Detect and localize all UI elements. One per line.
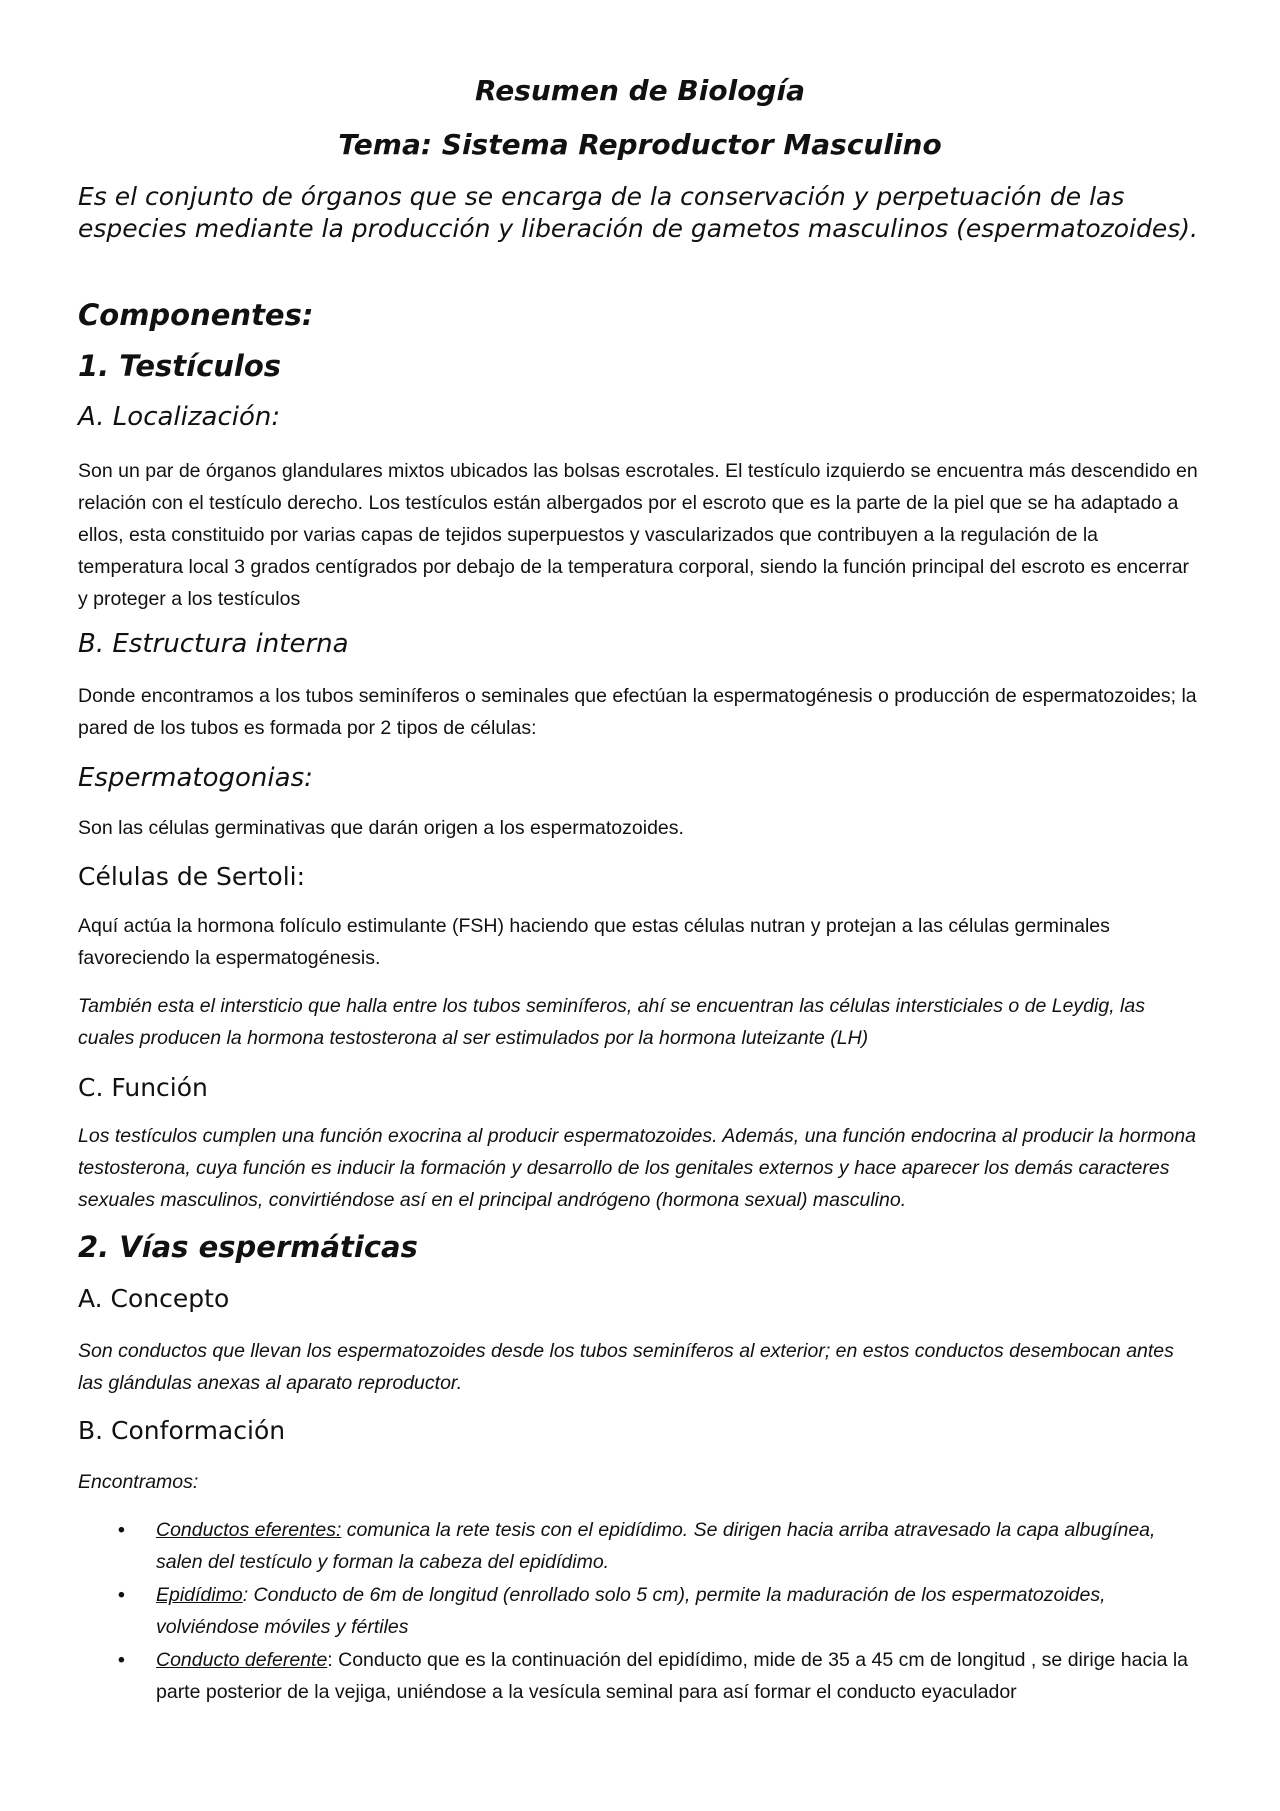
leydig-paragraph: También esta el intersticio que halla entre los tubos seminíferos, ahí se encuentran las células intersticiales o de Leydig, las cuales producen la hormona testosterona al ser estimulados por la hormona luteizante (LH): [78, 995, 1145, 1049]
list-item: [78, 1644, 1203, 1708]
espermatogonias-paragraph: Son las células germinativas que darán origen a los espermatozoides.: [78, 817, 684, 839]
list-item-text: : Conducto de 6m de longitud (enrollado solo 5 cm), permite la maduración de los espermatozoides, volviéndose móviles y fértiles: [156, 1584, 1106, 1638]
funcion-paragraph: Los testículos cumplen una función exocrina al producir espermatozoides. Además, una función endocrina al producir la hormona testosterona, cuya función es inducir la formación y desarrollo de los genitales externos y hace aparecer los demás caracteres sexuales masculinos, convirtiéndose así en el principal andrógeno (hormona sexual) masculino.: [78, 1125, 1196, 1211]
concepto-heading: A. Concepto: [78, 1284, 230, 1313]
list-item-text: : Conducto que es la continuación del epidídimo, mide de 35 a 45 cm de longitud , se dirige hacia la parte posterior de la vejiga, uniéndose a la vesícula seminal para así formar el conducto eyaculador: [156, 1649, 1189, 1703]
list-item-term: Conductos eferentes:: [156, 1519, 342, 1541]
intro-paragraph: Es el conjunto de órganos que se encarga de la conservación y perpetuación de las especies mediante la producción y liberación de gametos masculinos (espermatozoides).: [78, 182, 1198, 243]
conformacion-list: [78, 1514, 1203, 1709]
estructura-interna-heading: B. Estructura interna: [78, 629, 349, 659]
components-heading: Componentes:: [78, 298, 314, 332]
list-item: [78, 1514, 1203, 1578]
section-2-heading: 2. Vías espermáticas: [78, 1230, 418, 1264]
document-subtitle: Tema: Sistema Reproductor Masculino: [338, 128, 942, 161]
funcion-heading: C. Función: [78, 1073, 208, 1102]
bullet-icon: •: [118, 1649, 125, 1671]
concepto-paragraph: Son conductos que llevan los espermatozoides desde los tubos seminíferos al exterior; en estos conductos desembocan antes las glándulas anexas al aparato reproductor.: [78, 1340, 1174, 1394]
sertoli-paragraph: Aquí actúa la hormona folículo estimulante (FSH) haciendo que estas células nutran y protejan a las células germinales favoreciendo la espermatogénesis.: [78, 915, 1110, 969]
list-item-term: Conducto deferente: [156, 1649, 328, 1671]
sertoli-heading: Células de Sertoli:: [78, 862, 306, 891]
bullet-icon: •: [118, 1584, 125, 1606]
bullet-icon: •: [118, 1519, 125, 1541]
list-item-text: comunica la rete tesis con el epidídimo. Se dirigen hacia arriba atravesado la capa albugínea, salen del testículo y forman la cabeza del epidídimo.: [156, 1519, 1156, 1573]
conformacion-heading: B. Conformación: [78, 1416, 286, 1445]
section-1-heading: 1. Testículos: [78, 349, 282, 383]
localizacion-paragraph: Son un par de órganos glandulares mixtos ubicados las bolsas escrotales. El testículo izquierdo se encuentra más descendido en relación con el testículo derecho. Los testículos están albergados por el escroto que es la parte de la piel que se ha adaptado a ellos, esta constituido por varias capas de tejidos superpuestos y vascularizados que contribuyen a la regulación de la temperatura local 3 grados centígrados por debajo de la temperatura corporal, siendo la función principal del escroto es encerrar y proteger a los testículos: [78, 460, 1198, 610]
localizacion-heading: A. Localización:: [78, 402, 281, 432]
conformacion-intro: Encontramos:: [78, 1471, 199, 1493]
espermatogonias-heading: Espermatogonias:: [78, 763, 313, 793]
document-title: Resumen de Biología: [475, 74, 805, 107]
list-item-term: Epidídimo: [156, 1584, 243, 1606]
list-item: [78, 1579, 1203, 1643]
estructura-interna-paragraph: Donde encontramos a los tubos seminíferos o seminales que efectúan la espermatogénesis o producción de espermatozoides; la pared de los tubos es formada por 2 tipos de células:: [78, 685, 1197, 739]
